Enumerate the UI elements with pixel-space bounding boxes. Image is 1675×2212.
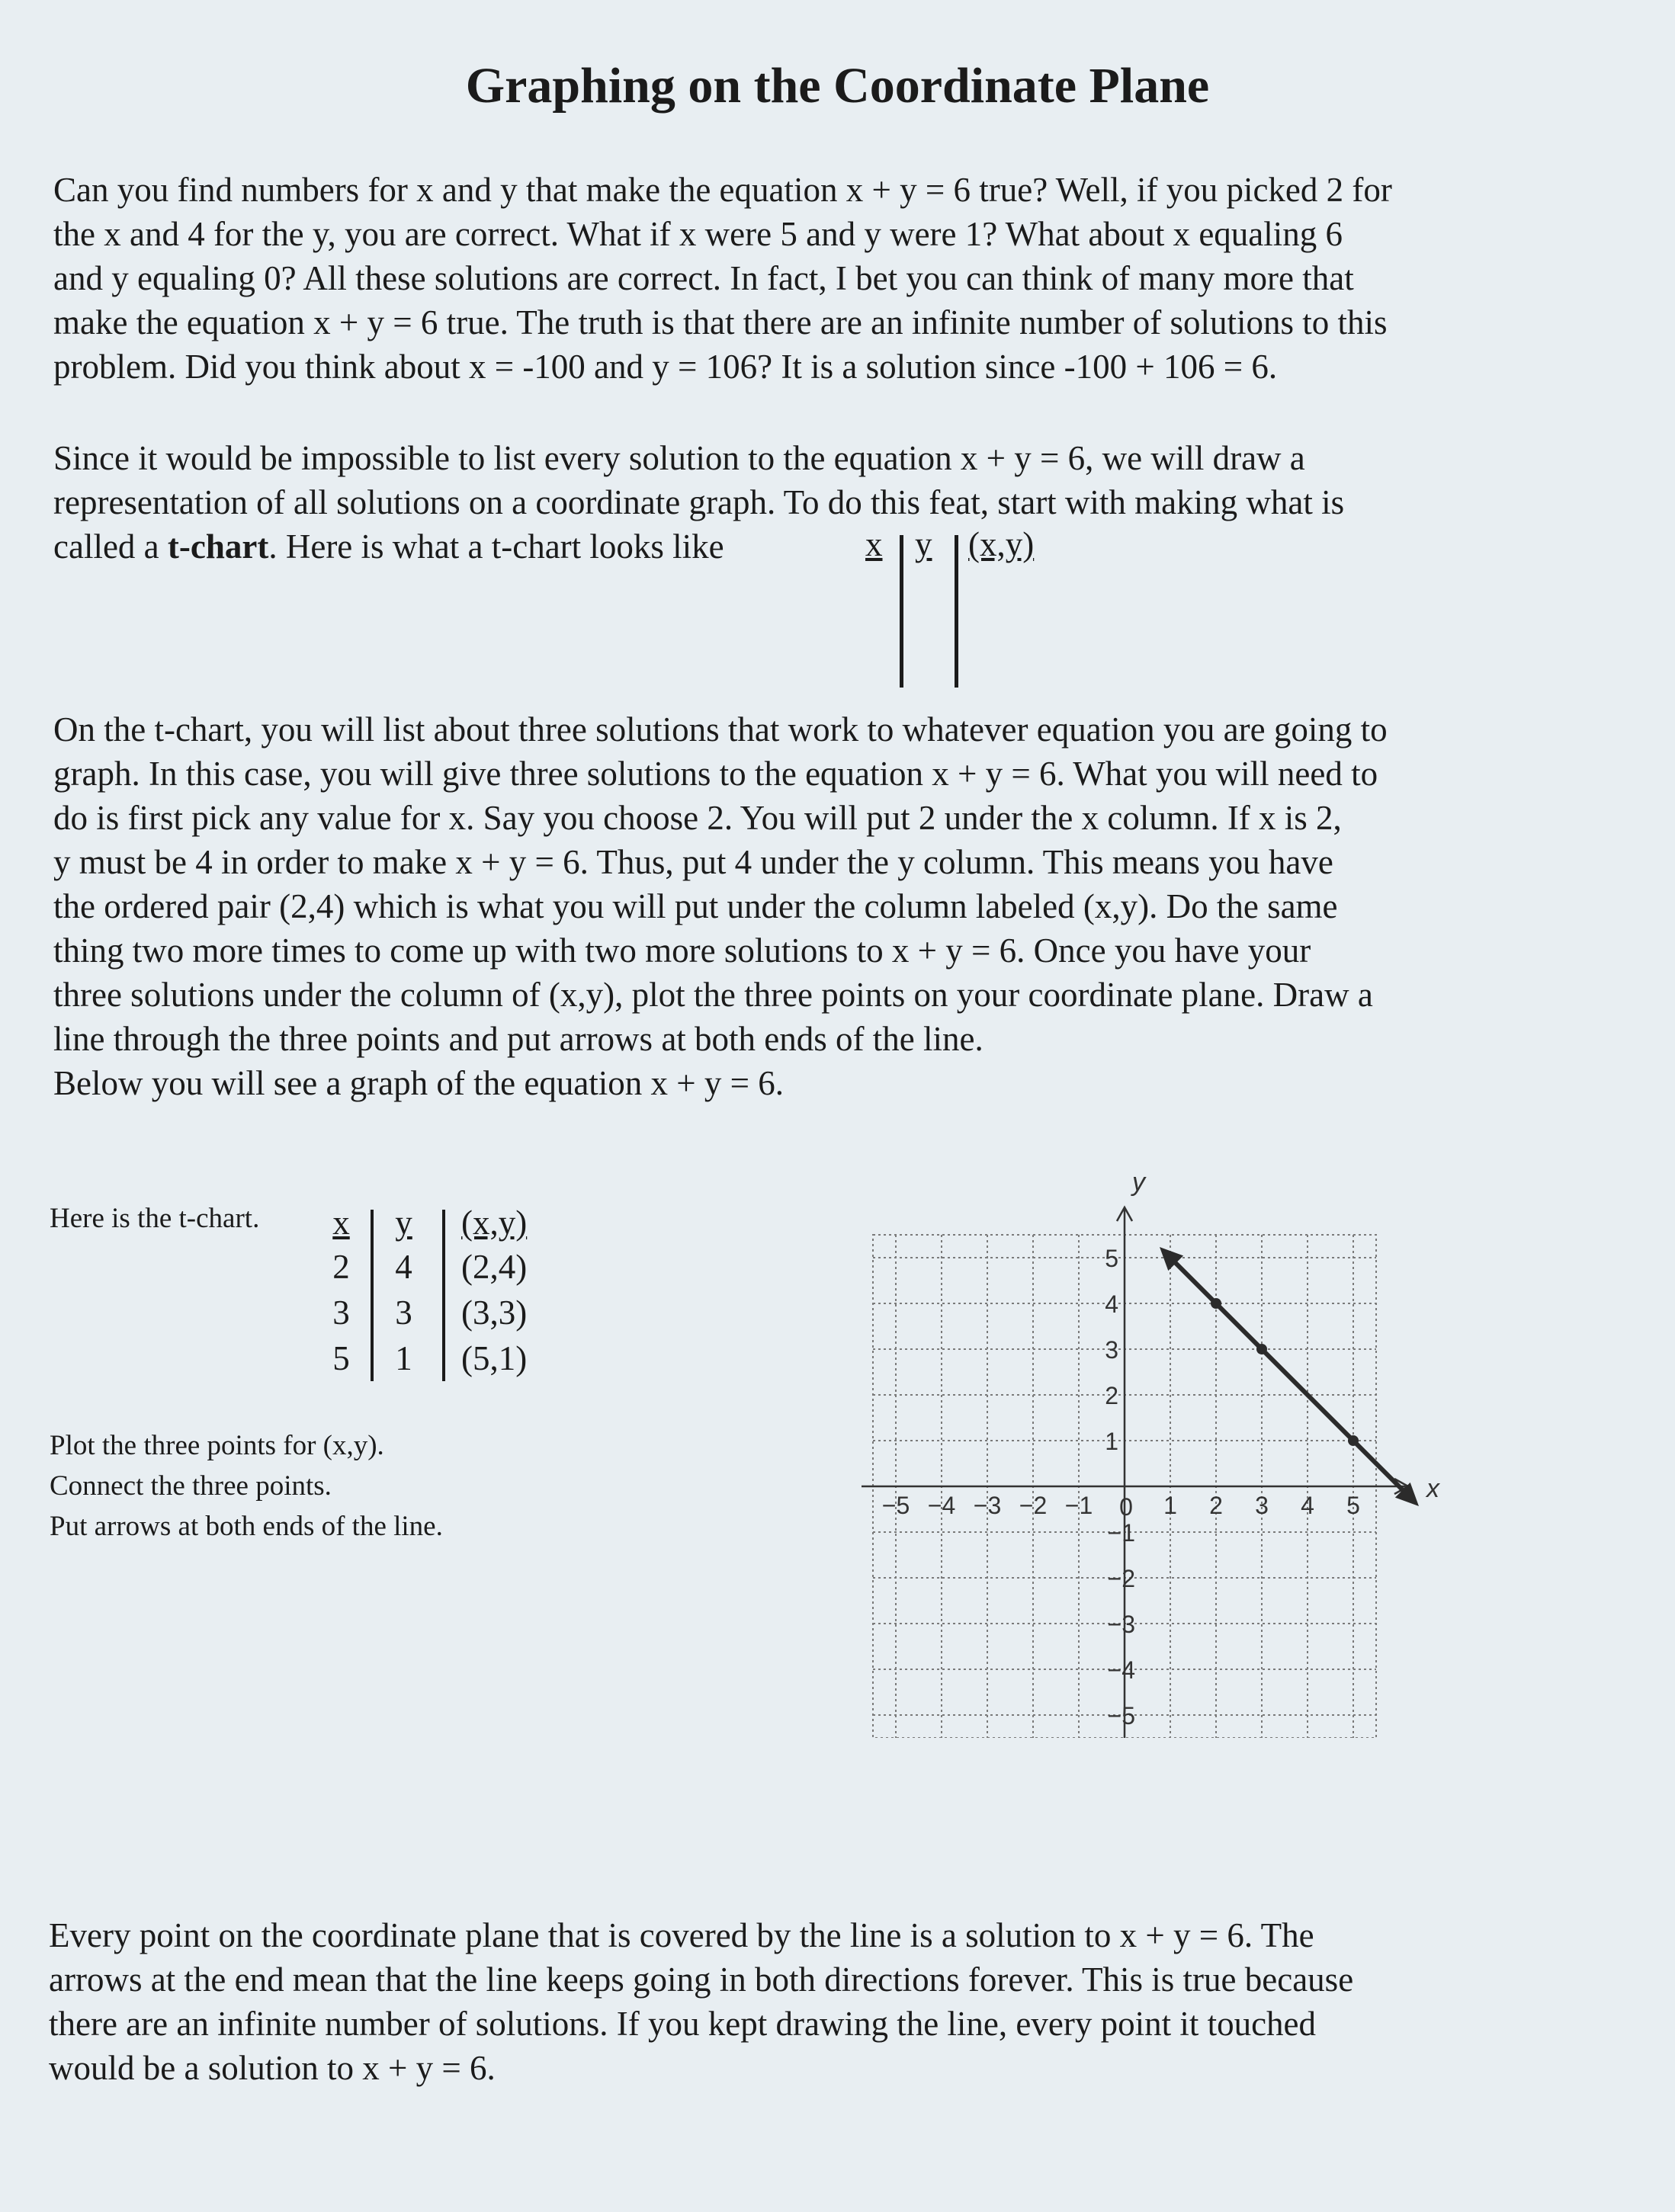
graph-plot <box>1160 1247 1419 1506</box>
t-chart-divider <box>900 535 903 688</box>
t-chart-header-x: x <box>865 525 883 563</box>
paragraph-line: thing two more times to come up with two more solutions to x + y = 6. Once you have your <box>53 931 1311 970</box>
t-chart-cell: 5 <box>332 1339 350 1377</box>
x-tick-label: −1 <box>1064 1492 1093 1519</box>
t-chart-cell: 3 <box>395 1294 412 1332</box>
x-tick-label: 1 <box>1163 1492 1177 1519</box>
x-tick-label: −4 <box>927 1492 956 1519</box>
x-axis-label: x <box>1426 1474 1439 1503</box>
y-tick-label: −2 <box>1107 1565 1135 1592</box>
instruction-plot: Plot the three points for (x,y). <box>50 1430 384 1461</box>
instruction-connect: Connect the three points. <box>50 1470 332 1502</box>
intro-paragraph <box>53 168 1639 389</box>
x-tick-label: −5 <box>881 1492 910 1519</box>
paragraph-line: On the t-chart, you will list about three solutions that work to whatever equation you are going to <box>53 710 1388 749</box>
t-chart-header-xy: (x,y) <box>461 1204 528 1242</box>
plotted-point <box>1348 1435 1359 1446</box>
x-tick-label: 4 <box>1301 1492 1314 1519</box>
paragraph-line: y must be 4 in order to make x + y = 6. Thus, put 4 under the y column. This means you have <box>53 843 1333 881</box>
t-chart-header-x: x <box>332 1204 350 1242</box>
origin-label: 0 <box>1119 1493 1133 1521</box>
paragraph-line: the ordered pair (2,4) which is what you will put under the column labeled (x,y). Do the same <box>53 887 1338 925</box>
y-tick-label: −3 <box>1107 1611 1135 1638</box>
t-chart-header-xy: (x,y) <box>968 525 1035 563</box>
t-chart-divider <box>442 1210 445 1381</box>
y-tick-label: 4 <box>1105 1290 1118 1318</box>
paragraph-line: line through the three points and put arrows at both ends of the line. <box>53 1020 984 1058</box>
solution-line <box>1166 1253 1413 1500</box>
paragraph-line: Below you will see a graph of the equation x + y = 6. <box>53 1064 785 1102</box>
t-chart-term: t-chart <box>167 527 269 566</box>
instruction-arrows: Put arrows at both ends of the line. <box>50 1511 443 1542</box>
t-chart-cell: (3,3) <box>461 1294 528 1332</box>
paragraph-line: Every point on the coordinate plane that is covered by the line is a solution to x + y = 6. The <box>49 1916 1314 1954</box>
instruction-paragraph <box>53 707 1639 1105</box>
y-tick-label: 3 <box>1105 1336 1118 1364</box>
filled-t-chart <box>320 1201 572 1383</box>
paragraph-line: three solutions under the column of (x,y), plot the three points on your coordinate plane. Draw a <box>53 976 1373 1014</box>
conclusion-paragraph <box>49 1913 1635 2090</box>
coordinate-plane-graph <box>862 1166 1456 1738</box>
t-chart-divider <box>955 535 958 688</box>
y-tick-label: 1 <box>1105 1428 1118 1455</box>
paragraph-line: would be a solution to x + y = 6. <box>49 2049 496 2087</box>
t-chart-cell: (2,4) <box>461 1248 528 1286</box>
y-tick-label: 5 <box>1105 1245 1118 1272</box>
paragraph-line: arrows at the end mean that the line keeps going in both directions forever. This is true because <box>49 1960 1354 1999</box>
plotted-point <box>1211 1298 1221 1309</box>
paragraph-line <box>53 524 1639 569</box>
t-chart-cell: 1 <box>395 1339 412 1377</box>
t-chart-cell: 2 <box>332 1248 350 1286</box>
page-title: Graphing on the Coordinate Plane <box>465 58 1210 114</box>
x-tick-label: 5 <box>1346 1492 1360 1519</box>
x-tick-label: −2 <box>1019 1492 1048 1519</box>
y-axis-label: y <box>1132 1168 1145 1197</box>
paragraph-line: Since it would be impossible to list every solution to the equation x + y = 6, we will draw a <box>53 439 1305 477</box>
empty-t-chart <box>862 524 1060 688</box>
t-chart-cell: 3 <box>332 1294 350 1332</box>
t-chart-header-y: y <box>395 1204 412 1242</box>
paragraph-line: representation of all solutions on a coordinate graph. To do this feat, start with making what is <box>53 483 1345 521</box>
plotted-point <box>1256 1344 1267 1354</box>
paragraph-line: the x and 4 for the y, you are correct. What if x were 5 and y were 1? What about x equaling 6 <box>53 215 1343 253</box>
paragraph-line: and y equaling 0? All these solutions are correct. In fact, I bet you can think of many more that <box>53 259 1354 297</box>
x-tick-label: −3 <box>973 1492 1002 1519</box>
t-chart-cell: (5,1) <box>461 1339 528 1377</box>
y-tick-label: −1 <box>1107 1519 1135 1547</box>
t-chart-cell: 4 <box>395 1248 412 1286</box>
paragraph-line: graph. In this case, you will give three solutions to the equation x + y = 6. What you will need to <box>53 755 1378 793</box>
paragraph-line: make the equation x + y = 6 true. The truth is that there are an infinite number of solutions to this <box>53 303 1388 341</box>
graph-tick-labels <box>882 1168 1440 1730</box>
paragraph-line: do is first pick any value for x. Say you choose 2. You will put 2 under the x column. If x is 2, <box>53 799 1342 837</box>
text-run: . Here is what a t-chart looks like <box>268 527 724 566</box>
y-tick-label: −5 <box>1107 1702 1135 1730</box>
paragraph-line: Can you find numbers for x and y that make the equation x + y = 6 true? Well, if you picked 2 for <box>53 171 1392 209</box>
text-run: called a <box>53 527 168 566</box>
t-chart-header-y: y <box>915 525 932 563</box>
y-tick-label: −4 <box>1107 1656 1135 1684</box>
paragraph-line: there are an infinite number of solutions. If you kept drawing the line, every point it touched <box>49 2005 1317 2043</box>
y-tick-label: 2 <box>1105 1382 1118 1409</box>
t-chart-divider <box>371 1210 374 1381</box>
x-tick-label: 2 <box>1209 1492 1223 1519</box>
paragraph-line: problem. Did you think about x = -100 and y = 106? It is a solution since -100 + 106 = 6. <box>53 348 1278 386</box>
tchart-label: Here is the t-chart. <box>50 1203 260 1234</box>
tchart-intro-paragraph <box>53 436 1639 569</box>
x-tick-label: 3 <box>1255 1492 1269 1519</box>
